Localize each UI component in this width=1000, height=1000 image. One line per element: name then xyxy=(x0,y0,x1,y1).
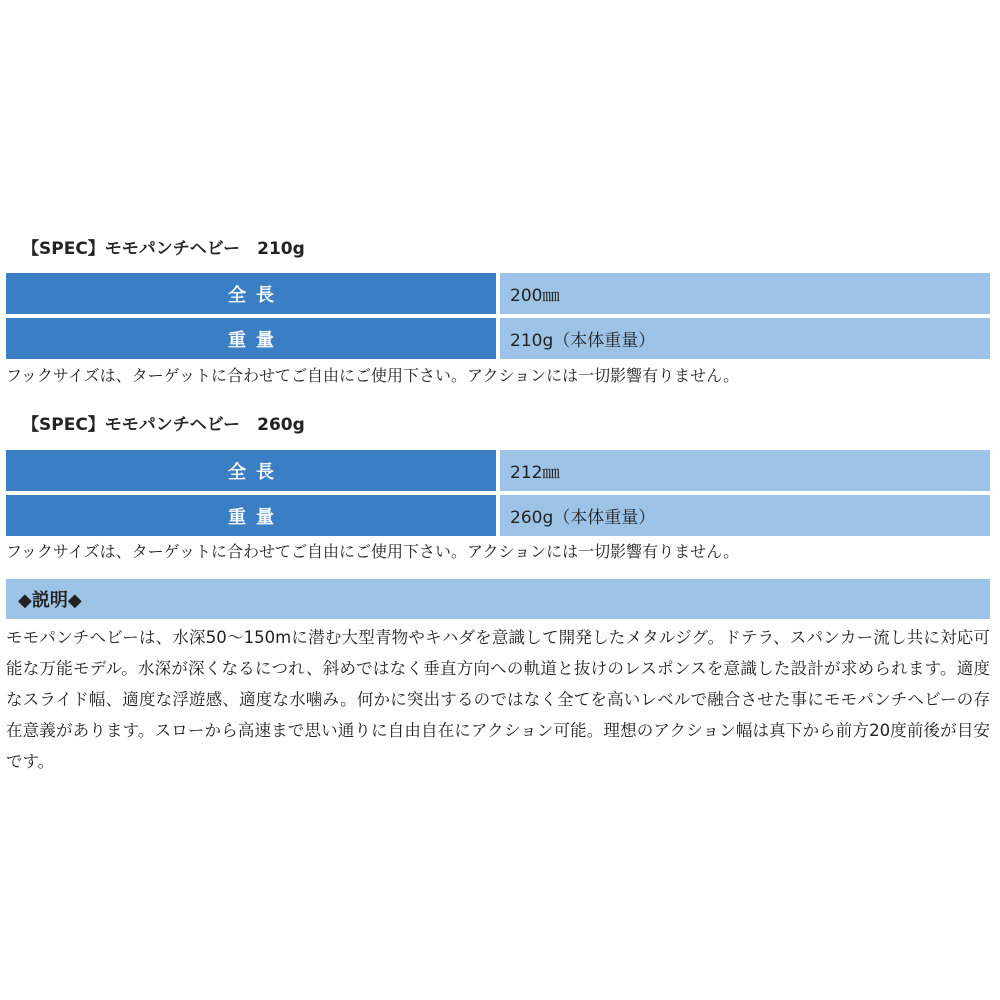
spec-row-length xyxy=(6,450,990,491)
description-header: ◆説明◆ xyxy=(6,579,990,619)
spec-row-weight xyxy=(6,318,990,359)
spec-value-weight: 260g（本体重量） xyxy=(500,495,990,536)
spec-value-length: 212㎜ xyxy=(500,450,990,491)
spec-row-length xyxy=(6,273,990,314)
spec-label-length: 全長 xyxy=(6,273,496,314)
hook-note-210g: フックサイズは、ターゲットに合わせてご自由にご使用下さい。アクションには一切影響有りません。 xyxy=(6,366,740,385)
spec-label-weight: 重量 xyxy=(6,495,496,536)
spec-row-weight xyxy=(6,495,990,536)
hook-note-260g: フックサイズは、ターゲットに合わせてご自由にご使用下さい。アクションには一切影響有りません。 xyxy=(6,542,740,561)
spec-title-260g: 【SPEC】モモパンチヘビー 260g xyxy=(22,415,305,435)
spec-label-weight: 重量 xyxy=(6,318,496,359)
description-body: モモパンチヘビーは、水深50～150mに潜む大型青物やキハダを意識して開発したメタルジグ。ドテラ、スパンカー流し共に対応可能な万能モデル。水深が深くなるにつれ、斜めではなく垂直方向への軌道と抜けのレスポンスを意識した設計が求められます。適度なスライド幅、適度な浮遊感、適度な水噛み。何かに突出するのではなく全てを高いレベルで融合させた事にモモパンチヘビーの存在意義があります。スローから高速まで思い通りに自由自在にアクション可能。理想のアクション幅は真下から前方20度前後が目安です。 xyxy=(6,628,990,771)
spec-title-210g: 【SPEC】モモパンチヘビー 210g xyxy=(22,239,305,259)
spec-value-length: 200㎜ xyxy=(500,273,990,314)
spec-label-length: 全長 xyxy=(6,450,496,491)
spec-value-weight: 210g（本体重量） xyxy=(500,318,990,359)
